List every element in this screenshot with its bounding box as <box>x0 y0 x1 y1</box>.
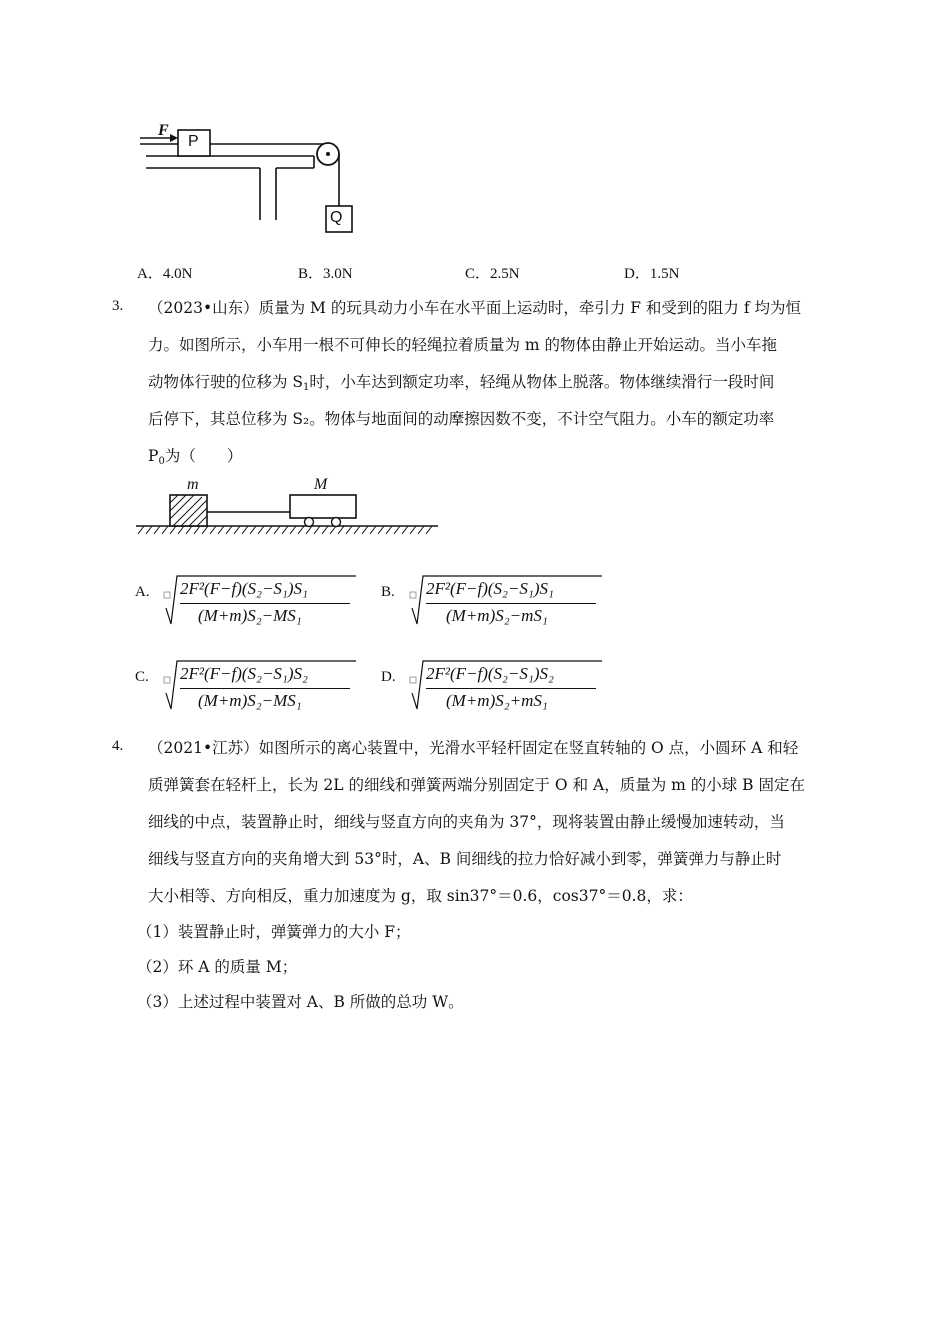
q3-line-3-post: 时，小车达到额定功率，轻绳从物体上脱落。物体继续滑行一段时间 <box>309 373 775 391</box>
q4-subquestion-1: （1）装置静止时，弹簧弹力的大小 F； <box>137 923 411 941</box>
q3-option-b-denominator: (M+m)S₂−mS₁ <box>446 606 548 625</box>
q3-option-c-fraction-bar <box>180 688 350 689</box>
q3-line-3 <box>148 372 774 398</box>
q3-option-d-numerator: 2F²(F−f)(S₂−S₁)S₂ <box>426 664 554 683</box>
q3-option-a-label[interactable]: A. <box>135 584 150 600</box>
q3-option-b-fraction-bar <box>426 603 596 604</box>
q3-option-c-denominator: (M+m)S₂−MS₁ <box>198 691 302 710</box>
q3-line-3-pre: 动物体行驶的位移为 S <box>148 373 304 391</box>
q4-line-4: 细线与竖直方向的夹角增大到 53°时，A、B 间细线的拉力恰好减小到零，弹簧弹力与静止时 <box>148 850 782 868</box>
q4-subquestion-3: （3）上述过程中装置对 A、B 所做的总功 W。 <box>137 993 464 1011</box>
block-label-p: P <box>188 133 199 150</box>
q3-line-3-sub: 1 <box>303 382 310 393</box>
q2-option-a[interactable]: A．4.0N <box>137 266 193 282</box>
q3-option-b-numerator: 2F²(F−f)(S₂−S₁)S₁ <box>426 579 554 598</box>
q3-line-5 <box>148 446 242 472</box>
q3-line-5-post: 为（ ） <box>164 447 243 465</box>
q3-line-4: 后停下，其总位移为 S₂。物体与地面间的动摩擦因数不变，不计空气阻力。小车的额定功率 <box>148 410 775 428</box>
q3-option-d-fraction-bar <box>426 688 596 689</box>
block-label-q: Q <box>330 209 343 226</box>
q3-line-5-sub: 0 <box>158 456 165 467</box>
q4-line-5: 大小相等、方向相反，重力加速度为 g，取 sin37°＝0.6，cos37°＝0.8，求： <box>148 887 693 905</box>
q3-line-5-pre: P <box>148 447 159 465</box>
car-figure <box>130 490 442 540</box>
q4-line-3: 细线的中点，装置静止时，细线与竖直方向的夹角为 37°，现将装置由静止缓慢加速转动，当 <box>148 813 785 831</box>
q2-option-b[interactable]: B．3.0N <box>298 266 353 282</box>
force-label-f: F <box>158 122 169 139</box>
q3-option-d-denominator: (M+m)S₂+mS₁ <box>446 691 548 710</box>
q4-line-1: （2021•江苏）如图所示的离心装置中，光滑水平轻杆固定在竖直转轴的 O 点，小圆环 A 和轻 <box>148 739 799 757</box>
q3-option-d-label[interactable]: D. <box>381 669 396 685</box>
mass-label-M: M <box>314 476 328 493</box>
q3-line-1: （2023•山东）质量为 M 的玩具动力小车在水平面上运动时，牵引力 F 和受到的阻力 f 均为恒 <box>148 299 802 317</box>
q2-option-c[interactable]: C．2.5N <box>465 266 520 282</box>
q3-option-a-denominator: (M+m)S₂−MS₁ <box>198 606 302 625</box>
q3-option-c-numerator: 2F²(F−f)(S₂−S₁)S₂ <box>180 664 308 683</box>
q4-number: 4. <box>112 738 124 754</box>
q3-line-2: 力。如图所示，小车用一根不可伸长的轻绳拉着质量为 m 的物体由静止开始运动。当小车拖 <box>148 336 778 354</box>
mass-label-m: m <box>187 476 199 493</box>
q3-option-c-label[interactable]: C. <box>135 669 149 685</box>
q4-line-2: 质弹簧套在轻杆上，长为 2L 的细线和弹簧两端分别固定于 O 和 A，质量为 m 的小球 B 固定在 <box>148 776 805 794</box>
q2-option-d[interactable]: D．1.5N <box>624 266 680 282</box>
q3-option-a-numerator: 2F²(F−f)(S₂−S₁)S₁ <box>180 579 308 598</box>
q3-option-a-fraction-bar <box>180 603 350 604</box>
q3-option-b-label[interactable]: B. <box>381 584 395 600</box>
q4-subquestion-2: （2）环 A 的质量 M； <box>137 958 298 976</box>
q3-number: 3. <box>112 298 124 314</box>
